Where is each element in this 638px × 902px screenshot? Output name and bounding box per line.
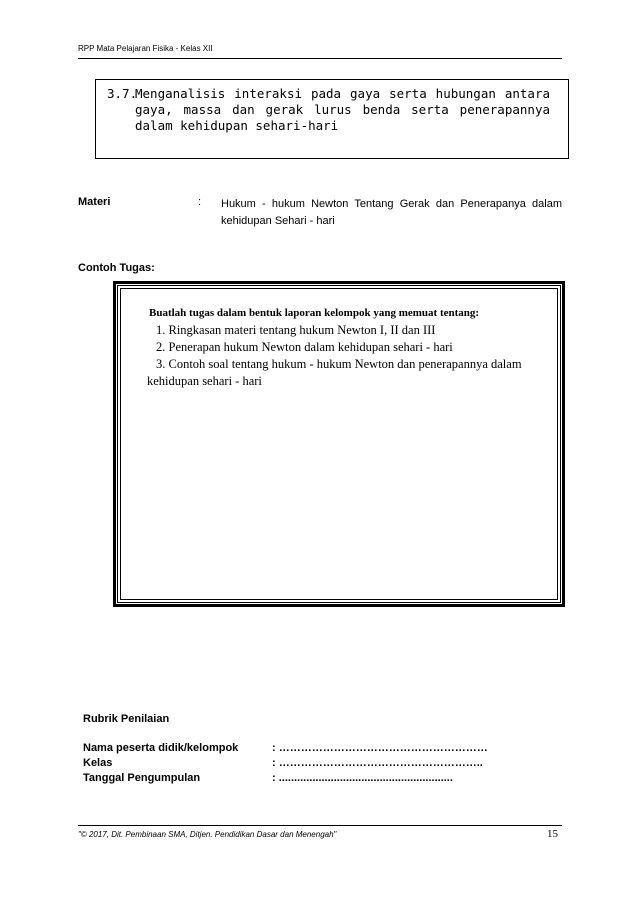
rubrik-heading: Rubrik Penilaian — [83, 713, 170, 725]
field-blank: : ......................................................... — [272, 772, 453, 784]
materi-label: Materi — [78, 196, 111, 208]
field-label: Nama peserta didik/kelompok — [83, 742, 239, 754]
competency-text: Menganalisis interaksi pada gaya serta hubungan antara gaya, massa dan gerak lurus benda serta penerapannya dalam kehidupan sehari-hari — [135, 86, 550, 133]
page-number: 15 — [547, 828, 558, 840]
task-item: 1. Ringkasan materi tentang hukum Newton I, II dan III — [156, 323, 436, 337]
task-item: 3. Contoh soal tentang hukum - hukum Newton dan penerapannya dalam — [156, 357, 522, 371]
competency-number: 3.7. — [107, 86, 138, 101]
task-item: 2. Penerapan hukum Newton dalam kehidupan sehari - hari — [156, 340, 453, 354]
field-label: Tanggal Pengumpulan — [83, 772, 201, 784]
task-item: kehidupan sehari - hari — [147, 374, 262, 388]
task-list — [147, 322, 546, 390]
footer-copyright: "© 2017, Dit. Pembinaan SMA, Ditjen. Pendidikan Dasar dan Menengah" — [78, 830, 337, 839]
header-divider — [78, 58, 562, 59]
contoh-tugas-label: Contoh Tugas: — [78, 262, 155, 274]
materi-value: Hukum - hukum Newton Tentang Gerak dan Penerapanya dalam kehidupan Sehari - hari — [221, 198, 562, 227]
field-label: Kelas — [83, 757, 113, 769]
task-heading: Buatlah tugas dalam bentuk laporan kelompok yang memuat tentang: — [149, 307, 480, 319]
page-header-title: RPP Mata Pelajaran Fisika - Kelas XII — [78, 44, 213, 53]
field-blank: : ……………………………………………….. — [272, 757, 483, 769]
materi-colon: : — [198, 196, 202, 208]
footer-divider — [78, 825, 562, 826]
field-blank: : ………………………………………………… — [272, 742, 488, 754]
